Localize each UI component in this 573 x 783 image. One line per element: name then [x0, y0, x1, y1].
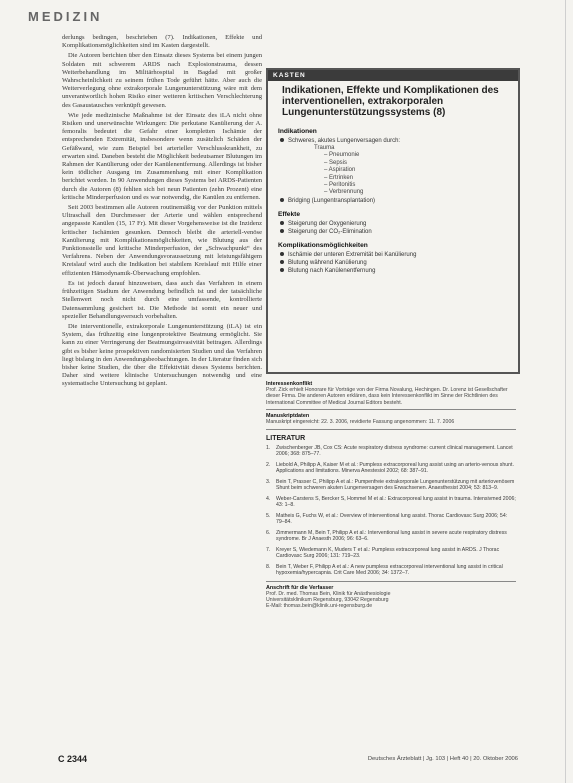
reference-number: 3.: [266, 478, 271, 485]
paragraph: derlungs bedingen, beschrieben (7). Indikationen, Effekte und Komplikationsmöglichkeiten sind im Kasten dargestellt.: [62, 34, 262, 50]
literature-heading: LITERATUR: [266, 434, 306, 442]
box-sub-item: – Pneumonie: [324, 152, 360, 159]
box-list-item: [280, 228, 518, 236]
box-sub-item: – Aspiration: [324, 167, 356, 174]
box-list-item-text: Blutung nach Kanülenentfernung: [288, 267, 376, 274]
correspondence-heading: Anschrift für die Verfasser: [266, 584, 334, 591]
box-list-item: [280, 137, 518, 145]
bullet-icon: [280, 260, 284, 264]
box-list-item: [280, 251, 518, 259]
journal-citation: Deutsches Ärzteblatt | Jg. 103 | Heft 40 | 20. Oktober 2006: [367, 756, 518, 762]
reference-item: [266, 496, 516, 509]
bullet-icon: [280, 252, 284, 256]
manuscript-heading: Manuskriptdaten: [266, 413, 310, 420]
paragraph: Es ist jedoch darauf hinzuweisen, dass auch das Verfahren in einem frühzeitigen Stadium der Anwendung befindlich ist und der tatsächliche Stellenwert noch nicht durch eine umfassende, kontrollierte Datensammlung gesichert ist. Die Methode ist somit ein neuer und spezieller Behandlungsversuch vorbehalten.: [62, 279, 262, 320]
reference-item: [266, 513, 516, 526]
reference-text: Bein T, Prasser C, Philipp A et al.: Pumpenfreie extrakorporale Lungenunterstützung mit arteriovenösem Shunt beim schweren akuten Lungenversagen des Erwachsenen. Anaesthesist 2004; 53: 813–9.: [276, 478, 515, 492]
reference-number: 4.: [266, 495, 271, 502]
reference-text: Liebold A, Philipp A, Kaiser M et al.: Pumpless extracorporeal lung assist using an arterio-venous shunt. Applications and limitations. Minerva Anestesiol 2002; 68: 387–91.: [276, 461, 514, 475]
box-section-heading: Komplikationsmöglichkeiten: [278, 241, 368, 249]
reference-item: [266, 530, 516, 543]
box-sub-item: – Peritonitis: [324, 182, 356, 189]
reference-number: 2.: [266, 461, 271, 468]
box-tag: KASTEN: [268, 70, 518, 81]
box-list-item: [280, 267, 518, 275]
box-list-item-text: Schweres, akutes Lungenversagen durch:: [288, 138, 401, 144]
bullet-icon: [280, 229, 284, 233]
reference-text: Bein T, Weber F, Philipp A et al.: A new pumpless extracorporeal interventional lung assist in critical hypoxemia/hypercapnia. Crit Care Med 2006; 34: 1372–7.: [276, 563, 503, 577]
box-sub-item: Trauma: [314, 145, 335, 151]
conflict-text: Prof. Zick erhielt Honorare für Vorträge von der Firma Novalung, Hechingen. Dr. Lorenz ist Gesellschafter dieser Firma. Die anderen Autoren erklären, dass kein Interessenkonflikt im Sinne der Richtlinien des International Committee of Medical Journal Editors besteht.: [266, 387, 508, 406]
manuscript-text: Manuskript eingereicht: 22. 3. 2006, revidierte Fassung angenommen: 11. 7. 2006: [266, 419, 455, 426]
page-number: C 2344: [58, 754, 88, 764]
bullet-icon: [280, 268, 284, 272]
box-list-item: [280, 220, 518, 228]
correspondence-line: Prof. Dr. med. Thomas Bein, Klinik für Anästhesiologie: [266, 590, 391, 597]
box-list-item-text: Steigerung der CO₂-Elimination: [288, 228, 372, 235]
bullet-icon: [280, 221, 284, 225]
reference-number: 6.: [266, 529, 271, 536]
box-list-item-text: Steigerung der Oxygenierung: [288, 220, 367, 227]
reference-number: 1.: [266, 444, 271, 451]
page-header: [0, 0, 573, 24]
divider: [266, 429, 516, 430]
divider: [266, 581, 516, 582]
reference-text: Zwischenberger JB, Cox CS: Acute respiratory distress syndrome: current clinical management. Lancet 2006; 368: 875–77.: [276, 444, 513, 458]
reference-item: [266, 445, 516, 458]
box-list-item: [280, 259, 518, 267]
reference-item: [266, 547, 516, 560]
paragraph: Die Autoren berichten über den Einsatz dieses Systems bei einem jungen Soldaten mit schwerem ARDS nach Explosionstrauma, dessen Weiterbehandlung im Militärhospital in Bagdad mit großer Wahrscheinlichkeit zu seinem frühen Tode geführt hätte. Aber auch die Weiterverlegung ohne extrakorporale Lungenunterstützung wäre mit dem unverantwortlich hohen Risiko einer weiteren kritischen Verschlechterung des Gasaustausches verknüpft gewesen.: [62, 52, 262, 109]
box-list-item: [280, 197, 518, 205]
conflict-heading: Interessenkonflikt: [266, 381, 313, 387]
info-box: [266, 68, 520, 374]
reference-item: [266, 462, 516, 475]
box-list-item-text: Blutung während Kanülierung: [288, 259, 367, 266]
paragraph: Wie jede medizinische Maßnahme ist der Einsatz des iLA nicht ohne Risiken und unerwünschte Wirkungen: Die perkutane Kanülierung der A. femoralis bedeutet die Gefahr einer kompletten Ischämie der entsprechenden Extremität, insbesondere wenn zusätzlich Schäden der Gefäßwand, wie zum Beispiel bei arterieller Verschlusskrankheit, zu erwarten sind. Daneben besteht die Möglichkeit bedeutsamer Blutungen im Rahmen der Kanülierung oder der Kanülenentfernung. Allerdings ist bisher kein tödlicher Ausgang im Zusammenhang mit einer Komplikation berichtet worden. In 90 Anwendungen dieses Systems bei ARDS-Patienten durch die Autoren (8) fehlten sich bei neun Patienten (zehn Prozent) eine kritische Minderperfusion und es war notwendig, die Kanülen zu entfernen.: [62, 111, 262, 201]
reference-text: Zimmermann M, Bein T, Philipp A et al.: Interventional lung assist in severe acute respiratory distress syndrome. Br J Anaesth 2006; 96: 63–6.: [276, 529, 507, 543]
paragraph: Seit 2003 bestimmen alle Autoren routinemäßig vor der Punktion mittels Ultraschall den Durchmesser der Arterie und wählen entsprechend angepasste Kanülen (15, 17 Fr). Mit dieser Vorgehensweise ist die Inzidenz kritischer Ischämien gesunken. Dennoch bleibt die arteriell-venöse Kanülierung mit Komplikationsmöglichkeiten, wie Blutung aus der Punktionsstelle und kritische Minderperfusion, der „Schwachpunkt“ des Verfahrens. Neben der Anwendungsvoraussetzung mit leistungsfähigem Kreislauf wird auch die Indikation bei stabilem Kreislauf mit Hilfe einer effizienten Hämodynamik-Überwachung empfohlen.: [62, 204, 262, 277]
page-footer: [58, 754, 518, 768]
divider: [266, 409, 516, 410]
reference-item: [266, 479, 516, 492]
box-list-item-text: Bridging (Lungentransplantation): [288, 197, 376, 204]
section-logo: MEDIZIN: [28, 9, 103, 24]
reference-item: [266, 564, 516, 577]
reference-number: 8.: [266, 563, 271, 570]
correspondence-line[interactable]: E-Mail: thomas.bein@klinik.uni-regensburg.de: [266, 603, 373, 610]
reference-text: Weber-Carstens S, Bercker S, Hommel M et al.: Extracorporeal lung assist in trauma. Intensivmed 2006; 43: 1–8.: [276, 495, 516, 509]
box-sub-item: – Ertrinken: [324, 174, 354, 181]
bullet-icon: [280, 198, 284, 202]
reference-list: [266, 445, 516, 577]
box-section-heading: Effekte: [278, 210, 300, 218]
reference-number: 5.: [266, 512, 271, 519]
left-text-column: [62, 34, 262, 754]
right-column-notes: [266, 378, 516, 610]
reference-text: Matheis G, Fuchs W, et al.: Overview of interventional lung assist. Thorac Cardiovasc Surg 2006; 54: 79–84.: [276, 512, 508, 526]
reference-text: Kreyer S, Wiedemann K, Muders T et al.: Pumpless extracorporeal lung assist in ARDS. J Thorac Cardiovasc Surg 2006; 131: 719–23.: [276, 546, 500, 560]
correspondence-line: Universitätsklinikum Regensburg, 93042 Regensburg: [266, 597, 389, 604]
bullet-icon: [280, 138, 284, 142]
reference-number: 7.: [266, 546, 271, 553]
box-sub-item: – Verbrennung: [324, 189, 364, 196]
box-title: Indikationen, Effekte und Komplikationen des interventionellen, extrakorporalen Lungenunterstützungssystems (8): [282, 85, 499, 118]
paragraph: Die interventionelle, extrakorporale Lungenunterstützung (iLA) ist ein System, das frühzeitig eine lungenprotektive Beatmung ermöglicht. Sie kann zu einer Verringerung der Beatmungsinvasivität beitragen. Allerdings gibt es bisher keine prospektiven randomisierten Studien und das Verfahren liegt bislang in den Anwendungsbeobachtungen. In der Literatur finden sich bisher keine Studien, die über die Effektivität dieses Systems berichten. Daher sind weitere klinische Untersuchungen notwendig und eine systematische Untersuchung ist geplant.: [62, 322, 262, 388]
box-list-item-text: Ischämie der unteren Extremität bei Kanülierung: [288, 251, 417, 258]
page-edge-line: [565, 0, 566, 783]
box-sub-item: – Sepsis: [324, 159, 348, 166]
box-section-heading: Indikationen: [278, 128, 317, 135]
